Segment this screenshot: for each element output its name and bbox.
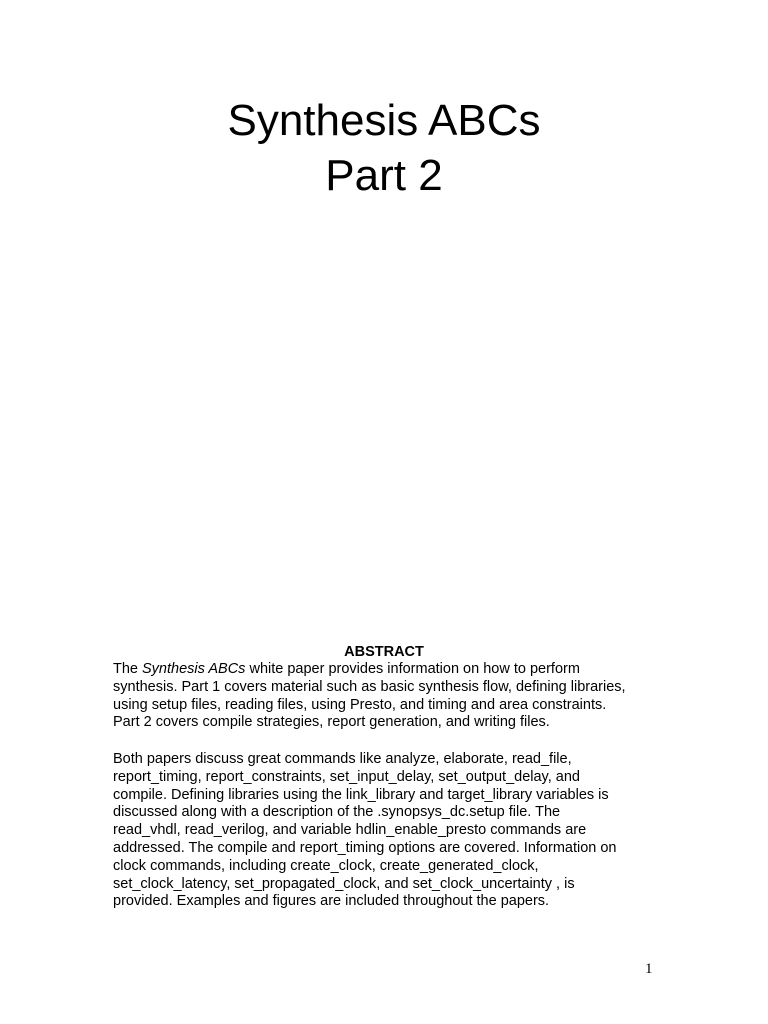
paragraph-line: compile. Defining libraries using the link_library and target_library variables is — [113, 786, 609, 803]
paragraph-line: synthesis. Part 1 covers material such as basic synthesis flow, defining libraries, — [113, 678, 626, 695]
paragraph-line: addressed. The compile and report_timing options are covered. Information on — [113, 839, 617, 856]
paragraph-line: report_timing, report_constraints, set_input_delay, set_output_delay, and — [113, 768, 580, 785]
abstract-paragraph-2 — [113, 751, 658, 911]
paragraph-line: Part 2 covers compile strategies, report generation, and writing files. — [113, 714, 550, 731]
page-number: 1 — [645, 961, 653, 977]
paragraph-line: using setup files, reading files, using Presto, and timing and area constraints. — [113, 696, 607, 713]
abstract-heading: ABSTRACT — [344, 644, 424, 660]
title-line-2: Part 2 — [325, 151, 443, 200]
paragraph-line: provided. Examples and figures are included throughout the papers. — [113, 893, 550, 910]
paragraph-line: Both papers discuss great commands like analyze, elaborate, read_file, — [113, 751, 572, 767]
title-line-1: Synthesis ABCs — [227, 96, 541, 145]
paragraph-line: discussed along with a description of the .synopsys_dc.setup file. The — [113, 804, 561, 821]
paragraph-line: clock commands, including create_clock, create_generated_clock, — [113, 857, 539, 874]
paragraph-line — [113, 661, 658, 679]
abstract-paragraph-1 — [113, 661, 658, 732]
intro-suffix: white paper provides information on how to perform — [245, 661, 580, 677]
intro-prefix: The — [113, 661, 143, 677]
paragraph-line: set_clock_latency, set_propagated_clock, and set_clock_uncertainty , is — [113, 875, 575, 892]
intro-italic-title: Synthesis ABCs — [142, 661, 246, 677]
paragraph-line: read_vhdl, read_verilog, and variable hdlin_enable_presto commands are — [113, 822, 587, 839]
